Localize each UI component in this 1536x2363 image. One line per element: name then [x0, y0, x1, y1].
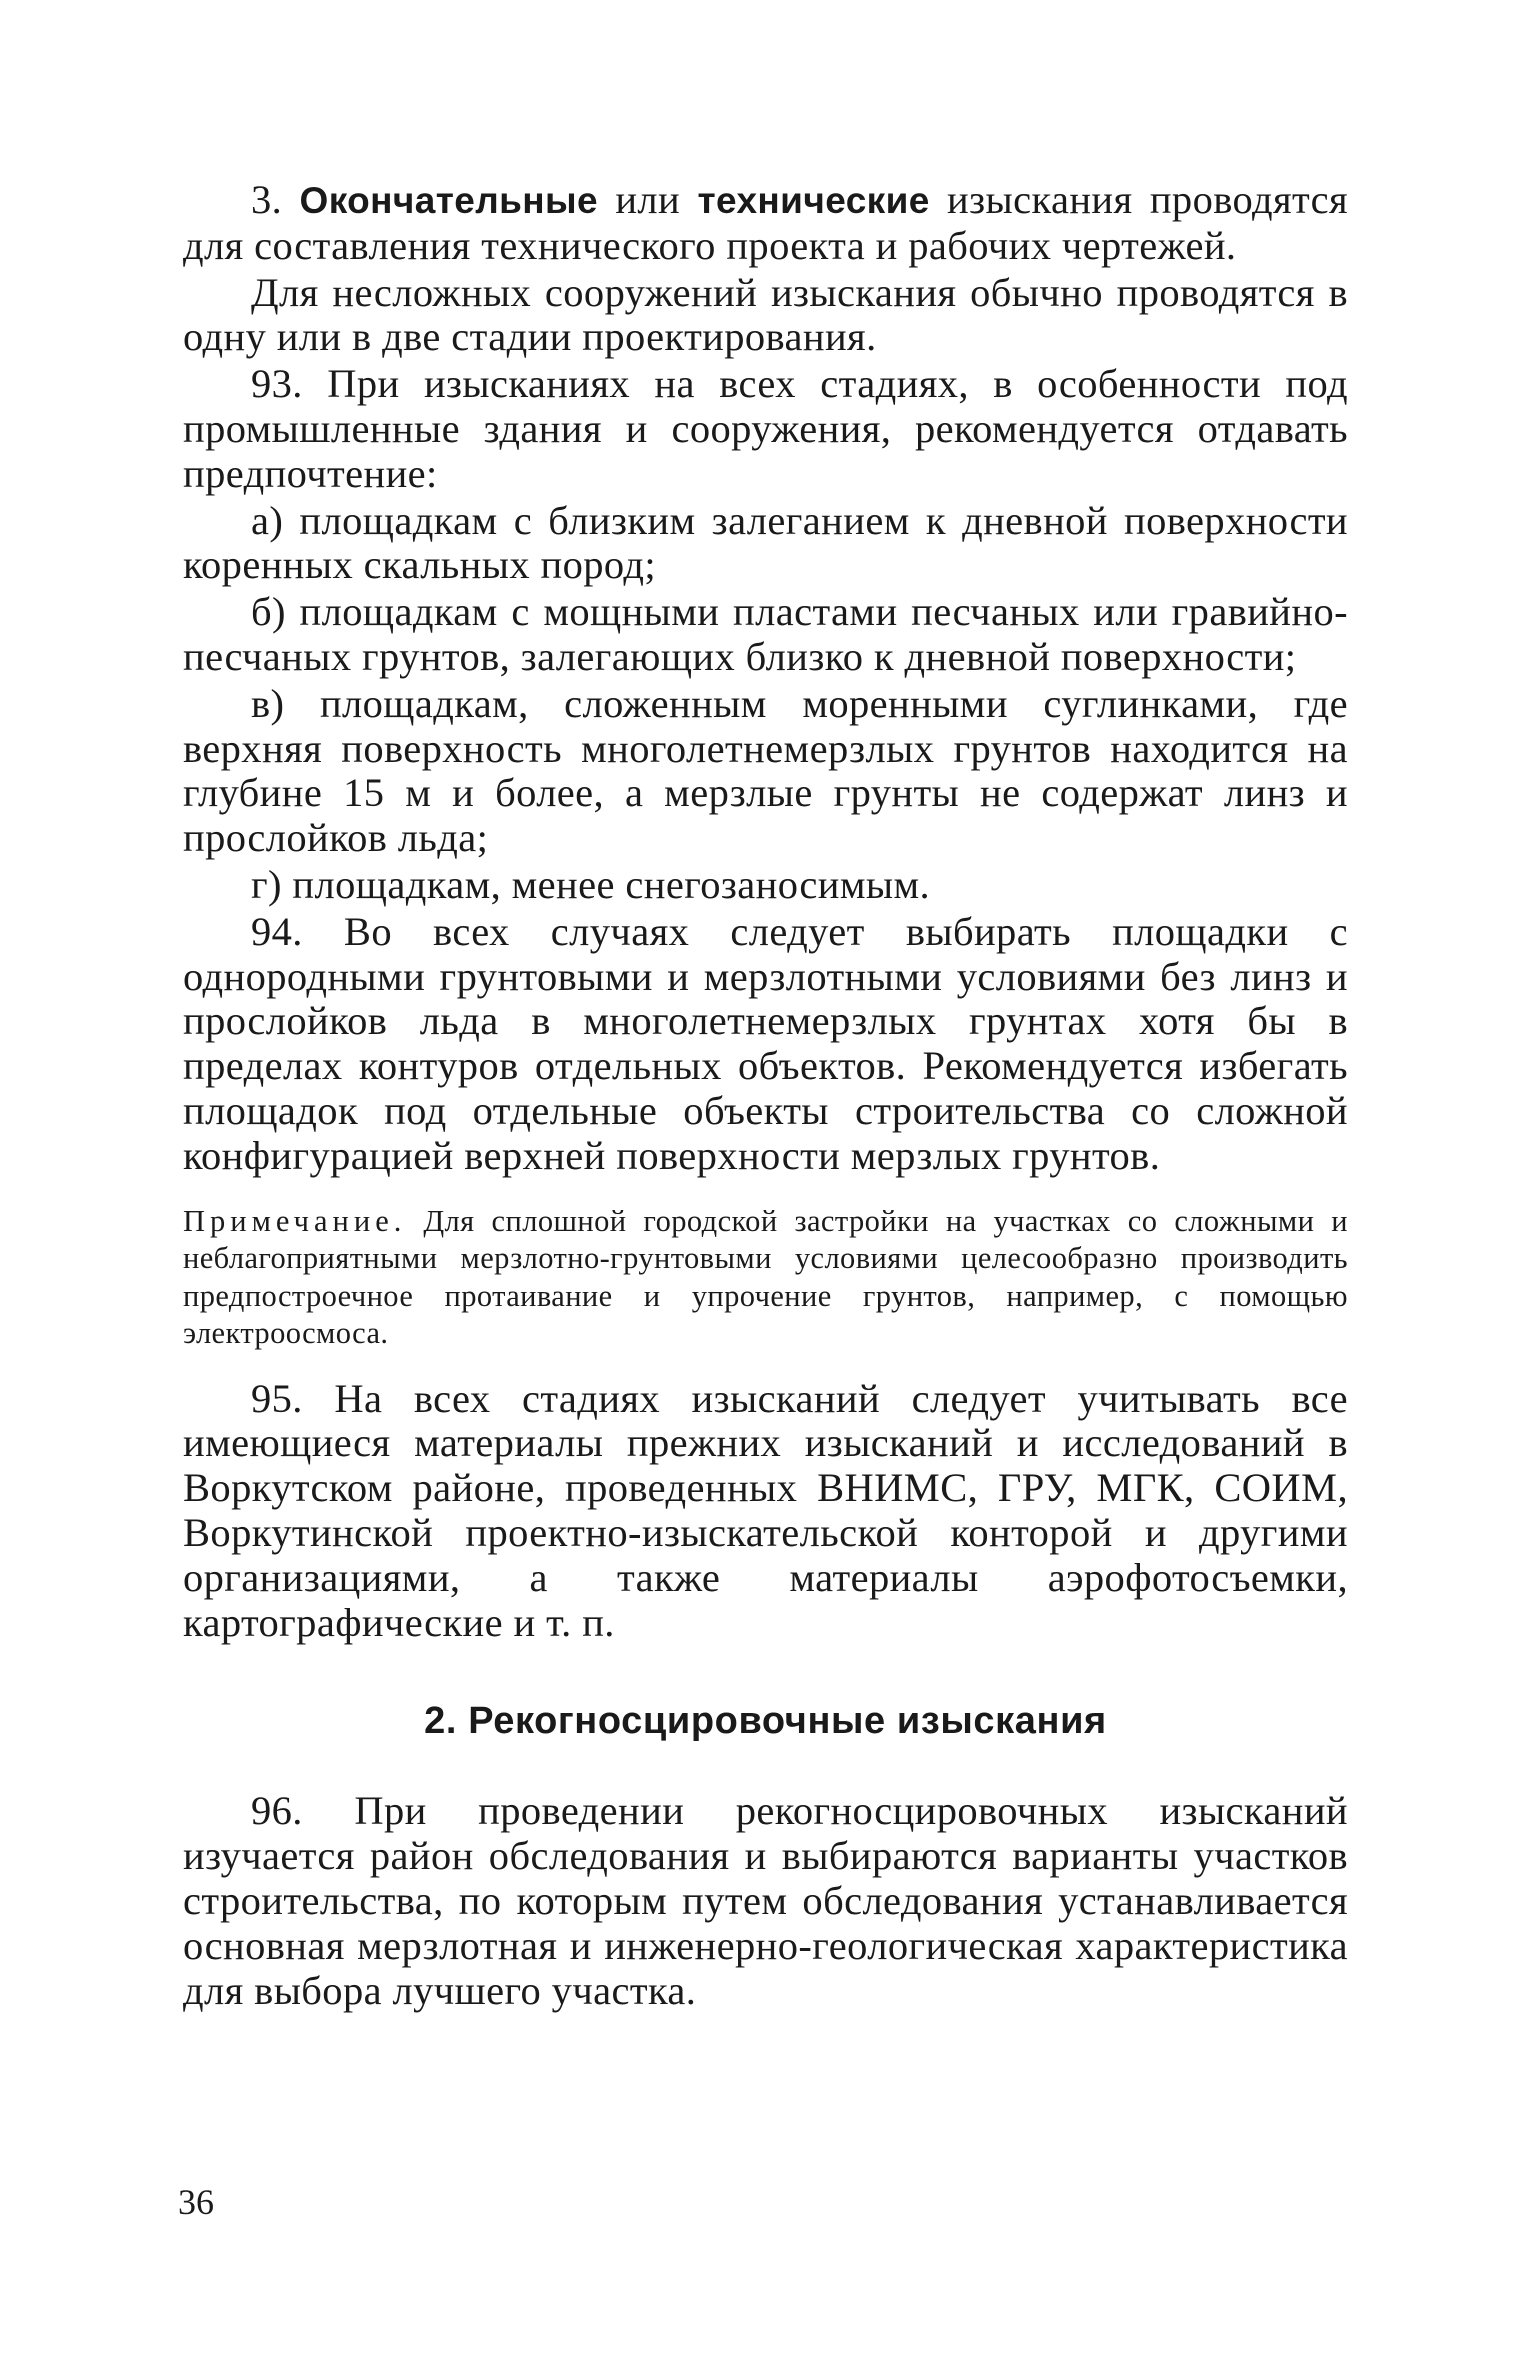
list-item-b: б) площадкам с мощными пластами песчаных или гравийно-песчаных грунтов, залегающих близко к дневной поверхности;	[183, 589, 1348, 679]
term-technical: технические	[697, 180, 930, 221]
paragraph-3-number: 3.	[251, 177, 283, 222]
paragraph-3-text: изыскания проводятся для составления технического проекта и рабочих чертежей.	[183, 177, 1348, 268]
list-item-c: в) площадкам, сложенным моренными суглинками, где верхняя поверхность многолетнемерзлых грунтов находится на глубине 15 м и более, а мерзлые грунты не содержат линз и прослойков льда;	[183, 680, 1348, 861]
paragraph-96: 96. При проведении рекогносцировочных изысканий изучается район обследования и выбираются варианты участков строительства, по которым путем обследования устанавливается основная мерзлотная и инженерно-геологическая характеристика для выбора лучшего участка.	[183, 1788, 1348, 2013]
paragraph-94: 94. Во всех случаях следует выбирать площадки с однородными грунтовыми и мерзлотными условиями без линз и прослойков льда в многолетнемерзлых грунтах хотя бы в пределах контуров отдельных объектов. Рекомендуется избегать площадок под отдельные объекты строительства со сложной конфигурацией верхней поверхности мерзлых грунтов.	[183, 908, 1348, 1178]
section-heading: 2. Рекогносцировочные изыскания	[424, 1700, 1107, 1743]
list-item-d: г) площадкам, менее снегозаносимым.	[251, 861, 931, 907]
term-final: Окончательные	[299, 180, 599, 221]
footnote-note	[183, 1203, 1348, 1353]
paragraph-93: 93. При изысканиях на всех стадиях, в особенности под промышленные здания и сооружения, рекомендуется отдавать предпочтение:	[183, 361, 1348, 496]
note-label: Примечание.	[183, 1203, 407, 1238]
paragraph-3	[183, 178, 1348, 269]
page-number: 36	[178, 2182, 214, 2222]
note-text: Для сплошной городской застройки на участках со сложными и неблагоприятными мерзлотно-грунтовыми условиями целесообразно производить предпостроечное протаивание и упрочение грунтов, например, с помощью электроосмоса.	[183, 1203, 1348, 1351]
paragraph-3-connector: или	[598, 177, 698, 222]
paragraph-95: 95. На всех стадиях изысканий следует учитывать все имеющиеся материалы прежних изысканий и исследований в Воркутском районе, проведенных ВНИМС, ГРУ, МГК, СОИМ, Воркутинской проектно-изыскательской конторой и другими организациями, а также материалы аэрофотосъемки, картографические и т. п.	[183, 1375, 1348, 1645]
page-body	[183, 178, 1348, 2013]
list-item-a: а) площадкам с близким залеганием к дневной поверхности коренных скальных пород;	[183, 497, 1348, 588]
paragraph-3-continued: Для несложных сооружений изыскания обычно проводятся в одну или в две стадии проектирования.	[183, 269, 1348, 360]
